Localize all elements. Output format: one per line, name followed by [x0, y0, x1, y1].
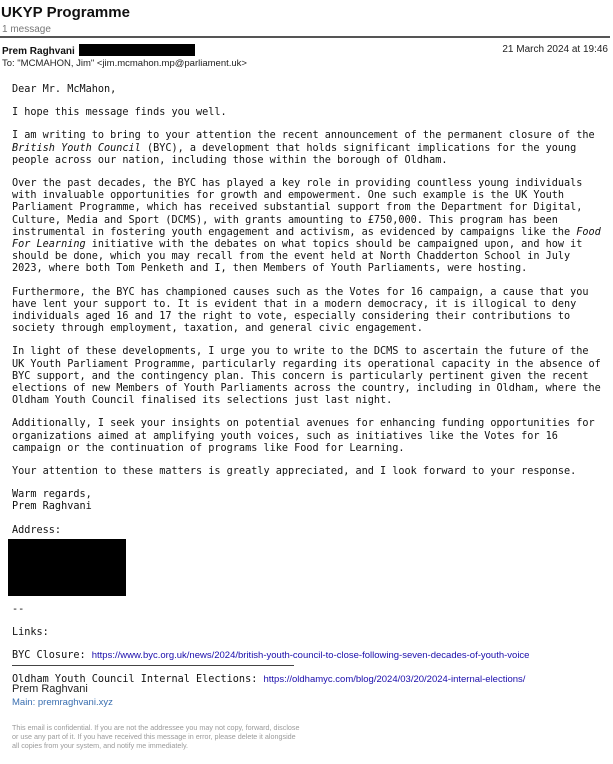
signature-name: Prem Raghvani	[12, 683, 88, 695]
header-divider	[0, 36, 610, 38]
greeting: Dear Mr. McMahon,	[12, 84, 117, 95]
sent-date: 21 March 2024 at 19:46	[502, 44, 608, 55]
link-row-byc	[12, 650, 602, 662]
paragraph-2-text-b: (BYC), a development that holds significant implications for the young people across our nation, including those within the borough of Oldham.	[12, 142, 577, 166]
recipient-row: To: "MCMAHON, Jim" <jim.mcmahon.mp@parliament.uk>	[2, 58, 247, 69]
byc-name-emphasis: British Youth Council	[12, 142, 141, 154]
paragraph-3-text-b: initiative with the debates on what topics should be campaigned upon, and how it should be done, which you may recall from the event held at North Chadderton School in July 2023, where both Tom Penketh and I, then Members of Youth Parliaments, were hosting.	[12, 239, 583, 275]
email-body	[12, 84, 602, 697]
signature-separator: --	[12, 603, 25, 615]
byc-closure-link[interactable]: https://www.byc.org.uk/news/2024/british-youth-council-to-close-following-seven-decades-of-youth-voice	[91, 650, 530, 662]
sender-name: Prem Raghvani	[2, 46, 75, 57]
redacted-address	[8, 539, 126, 596]
paragraph-1: I hope this message finds you well.	[12, 107, 227, 119]
signature-divider	[12, 665, 294, 666]
closing: Warm regards,	[12, 489, 92, 501]
links-label: Links:	[12, 627, 49, 639]
paragraph-3	[12, 178, 602, 276]
signature-website-link[interactable]: Main: premraghvani.xyz	[12, 697, 113, 708]
confidentiality-disclaimer: This email is confidential. If you are not the addressee you may not copy, forward, disclose or use any part of it. If you have received this message in error, please delete it alongside all copies from your system, and notify me immediately.	[12, 723, 300, 750]
paragraph-3-text-a: Over the past decades, the BYC has played a key role in providing countless young individuals with invaluable opportunities for growth and empowerment. One such example is the UK Youth Parliament Programme, which has received substantial support from the Department for Digital, Culture, Media and Sport (DCMS), with grants amounting to £750,000. This program has been instrumental in fostering youth engagement and activism, as evidenced by campaigns like the	[12, 178, 583, 238]
paragraph-5: In light of these developments, I urge you to write to the DCMS to ascertain the future of the UK Youth Parliament Programme, particularly regarding its operational capacity in the absence of BYC support, and the contingency plan. This concern is particularly pertinent given the recent elections of new Members of Youth Parliaments across the country, including in Oldham, where the Oldham Youth Council finalised its selections just last night.	[12, 346, 601, 407]
paragraph-6: Additionally, I seek your insights on potential avenues for enhancing funding opportunities for organizations aimed at amplifying youth voices, such as initiatives like the Votes for 16 campaign or the continuation of programs like Food for Learning.	[12, 418, 595, 454]
paragraph-2-text-a: I am writing to bring to your attention the recent announcement of the permanent closure of the	[12, 130, 595, 142]
link-label-oyc: Oldham Youth Council Internal Elections:	[12, 673, 264, 685]
link-row-oyc	[12, 674, 602, 686]
paragraph-2	[12, 130, 602, 167]
paragraph-4: Furthermore, the BYC has championed causes such as the Votes for 16 campaign, a cause that you have lent your support to. It is evident that in a modern democracy, it is illogical to deny individuals aged 16 and 17 the right to vote, especially considering their contributions to society through employment, taxation, and general civic engagement.	[12, 286, 589, 335]
oldham-elections-link[interactable]: https://oldhamyc.com/blog/2024/03/20/2024-internal-elections/	[263, 673, 526, 685]
link-label-byc: BYC Closure:	[12, 650, 92, 662]
paragraph-7: Your attention to these matters is greatly appreciated, and I look forward to your response.	[12, 466, 577, 478]
message-count: 1 message	[2, 24, 51, 35]
address-label: Address:	[12, 524, 62, 536]
sender-row	[2, 44, 610, 57]
redacted-sender-email	[79, 44, 195, 56]
closing-name: Prem Raghvani	[12, 501, 92, 513]
email-subject: UKYP Programme	[1, 4, 130, 21]
food-for-learning-emphasis: Food For Learning	[12, 226, 601, 251]
